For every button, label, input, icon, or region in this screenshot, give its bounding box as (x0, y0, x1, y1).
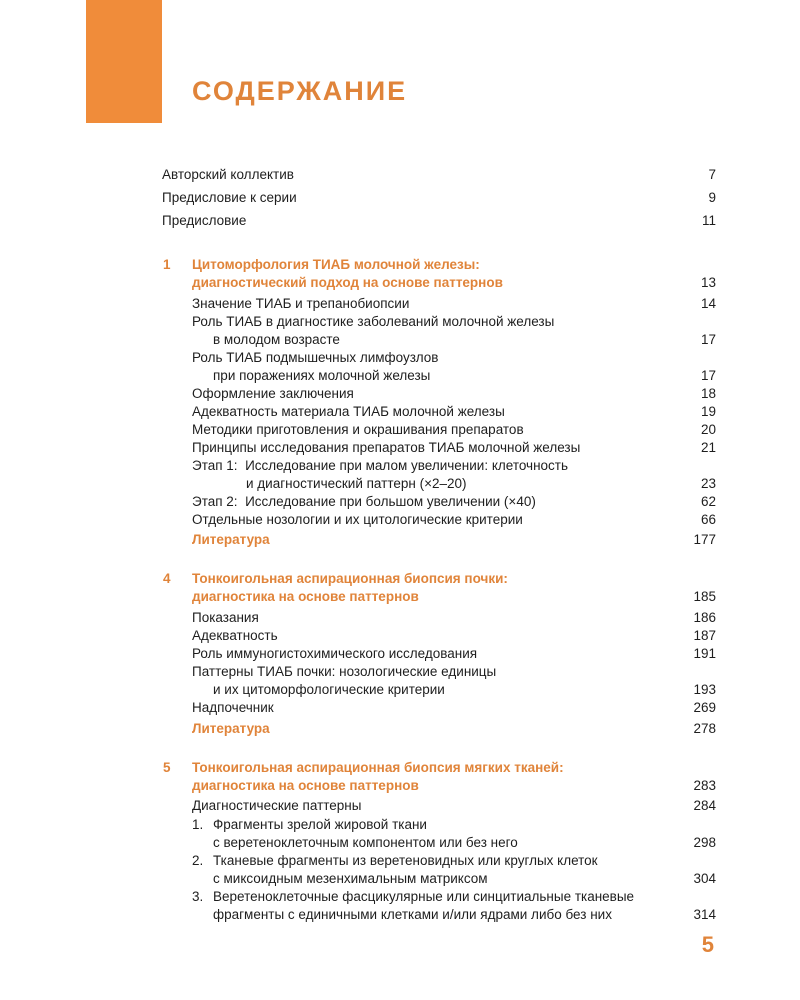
toc-entry-label: Предисловие к серии (162, 190, 297, 205)
section-label: Надпочечник (192, 700, 274, 715)
page-number: 5 (701, 932, 714, 957)
chapter-5-heading[interactable] (0, 758, 800, 778)
toc-section[interactable] (0, 438, 800, 458)
chapter-title-line2: диагностика на основе паттернов (192, 778, 419, 793)
section-label: Адекватность материала ТИАБ молочной железы (192, 404, 505, 419)
toc-section[interactable] (0, 698, 800, 718)
toc-section[interactable] (0, 510, 800, 530)
section-label: Оформление заключения (192, 386, 354, 401)
section-label: Принципы исследования препаратов ТИАБ молочной железы (192, 440, 581, 455)
item-number: 2. (192, 853, 204, 868)
item-label-line2: с миксоидным мезенхимальным матриксом (213, 871, 488, 886)
toc-entry-page: 11 (701, 213, 716, 228)
toc-entry-preface[interactable] (0, 211, 800, 231)
literature-label: Литература (192, 532, 270, 547)
toc-section[interactable] (0, 420, 800, 440)
literature-page: 278 (693, 721, 716, 736)
toc-section[interactable] (0, 626, 800, 646)
toc-section[interactable] (0, 312, 800, 332)
section-page: 269 (693, 700, 716, 715)
item-page: 314 (693, 907, 716, 922)
item-number: 3. (192, 889, 204, 904)
section-page: 186 (693, 610, 716, 625)
chapter-page: 283 (693, 778, 716, 793)
toc-section-cont[interactable] (0, 366, 800, 386)
item-label-line1: Фрагменты зрелой жировой ткани (213, 817, 427, 832)
chapter-title-line1: Цитоморфология ТИАБ молочной железы: (192, 257, 480, 272)
section-label: и их цитоморфологические критерии (213, 682, 445, 697)
section-page: 23 (700, 476, 716, 491)
toc-pattern-item-cont[interactable] (0, 833, 800, 853)
chapter-4-heading-cont[interactable] (0, 587, 800, 607)
section-label: Диагностические паттерны (192, 798, 362, 813)
literature-page: 177 (693, 532, 716, 547)
section-label: Этап 1: Исследование при малом увеличении: клеточность (192, 458, 569, 473)
toc-section-cont[interactable] (0, 330, 800, 350)
toc-entry-label: Предисловие (162, 213, 247, 228)
item-label-line2: фрагменты с единичными клетками и/или ядрами либо без них (213, 907, 612, 922)
section-page: 193 (693, 682, 716, 697)
chapter-1-heading-cont[interactable] (0, 273, 800, 293)
section-page: 284 (693, 798, 716, 813)
section-page: 191 (693, 646, 716, 661)
section-label: Паттерны ТИАБ почки: нозологические единицы (192, 664, 497, 679)
section-label: в молодом возрасте (213, 332, 340, 347)
toc-section[interactable] (0, 384, 800, 404)
section-label: Отдельные нозологии и их цитологические критерии (192, 512, 523, 527)
toc-section-cont[interactable] (0, 680, 800, 700)
toc-pattern-item[interactable] (0, 815, 800, 835)
toc-section[interactable] (0, 294, 800, 314)
section-page: 62 (700, 494, 716, 509)
section-label: Значение ТИАБ и трепанобиопсии (192, 296, 410, 311)
section-page: 20 (700, 422, 716, 437)
section-label: Роль ТИАБ подмышечных лимфоузлов (192, 350, 439, 365)
chapter-5-heading-cont[interactable] (0, 776, 800, 796)
toc-section[interactable] (0, 348, 800, 368)
toc-pattern-item-cont[interactable] (0, 869, 800, 889)
chapter-title-line1: Тонкоигольная аспирационная биопсия почки: (192, 571, 508, 586)
toc-section[interactable] (0, 644, 800, 664)
section-label: Методики приготовления и окрашивания препаратов (192, 422, 524, 437)
item-page: 304 (693, 871, 716, 886)
toc-section[interactable] (0, 492, 800, 512)
item-label-line1: Веретеноклеточные фасцикулярные или синцитиальные тканевые (213, 889, 635, 904)
toc-literature[interactable] (0, 530, 800, 550)
section-page: 187 (693, 628, 716, 643)
toc-section[interactable] (0, 456, 800, 476)
section-page: 17 (700, 332, 716, 347)
chapter-title-line1: Тонкоигольная аспирационная биопсия мягких тканей: (192, 760, 564, 775)
chapter-number: 4 (163, 571, 171, 586)
section-label: Роль ТИАБ в диагностике заболеваний молочной железы (192, 314, 555, 329)
section-page: 14 (700, 296, 716, 311)
section-page: 18 (700, 386, 716, 401)
chapter-page: 13 (700, 275, 716, 290)
toc-section-cont[interactable] (0, 474, 800, 494)
toc-entry-authors[interactable] (0, 165, 800, 185)
toc-pattern-item[interactable] (0, 851, 800, 871)
toc-entry-label: Авторский коллектив (162, 167, 294, 182)
chapter-1-heading[interactable] (0, 255, 800, 275)
chapter-title-line2: диагностика на основе паттернов (192, 589, 419, 604)
chapter-page: 185 (693, 589, 716, 604)
section-label: Показания (192, 610, 259, 625)
toc-section[interactable] (0, 662, 800, 682)
section-page: 66 (700, 512, 716, 527)
item-page: 298 (693, 835, 716, 850)
section-page: 17 (700, 368, 716, 383)
toc-entry-series-preface[interactable] (0, 188, 800, 208)
chapter-title-line2: диагностический подход на основе паттернов (192, 275, 503, 290)
item-number: 1. (192, 817, 204, 832)
toc-literature[interactable] (0, 719, 800, 739)
item-label-line1: Тканевые фрагменты из веретеновидных или круглых клеток (213, 853, 598, 868)
chapter-4-heading[interactable] (0, 569, 800, 589)
section-label: при поражениях молочной железы (213, 368, 431, 383)
section-label: Роль иммуногистохимического исследования (192, 646, 478, 661)
chapter-number: 5 (163, 760, 171, 775)
toc-section[interactable] (0, 608, 800, 628)
toc-section[interactable] (0, 796, 800, 816)
toc-section[interactable] (0, 402, 800, 422)
chapter-number: 1 (163, 257, 171, 272)
toc-pattern-item-cont[interactable] (0, 905, 800, 925)
toc-pattern-item[interactable] (0, 887, 800, 907)
orange-corner-block (86, 0, 162, 123)
section-label: Этап 2: Исследование при большом увеличении (×40) (192, 494, 536, 509)
section-page: 19 (700, 404, 716, 419)
section-label: Адекватность (192, 628, 278, 643)
page-title: СОДЕРЖАНИЕ (192, 76, 408, 106)
section-label: и диагностический паттерн (×2–20) (246, 476, 467, 491)
item-label-line2: с веретеноклеточным компонентом или без него (213, 835, 518, 850)
toc-entry-page: 7 (708, 167, 716, 182)
section-page: 21 (700, 440, 716, 455)
literature-label: Литература (192, 721, 270, 736)
toc-entry-page: 9 (708, 190, 716, 205)
